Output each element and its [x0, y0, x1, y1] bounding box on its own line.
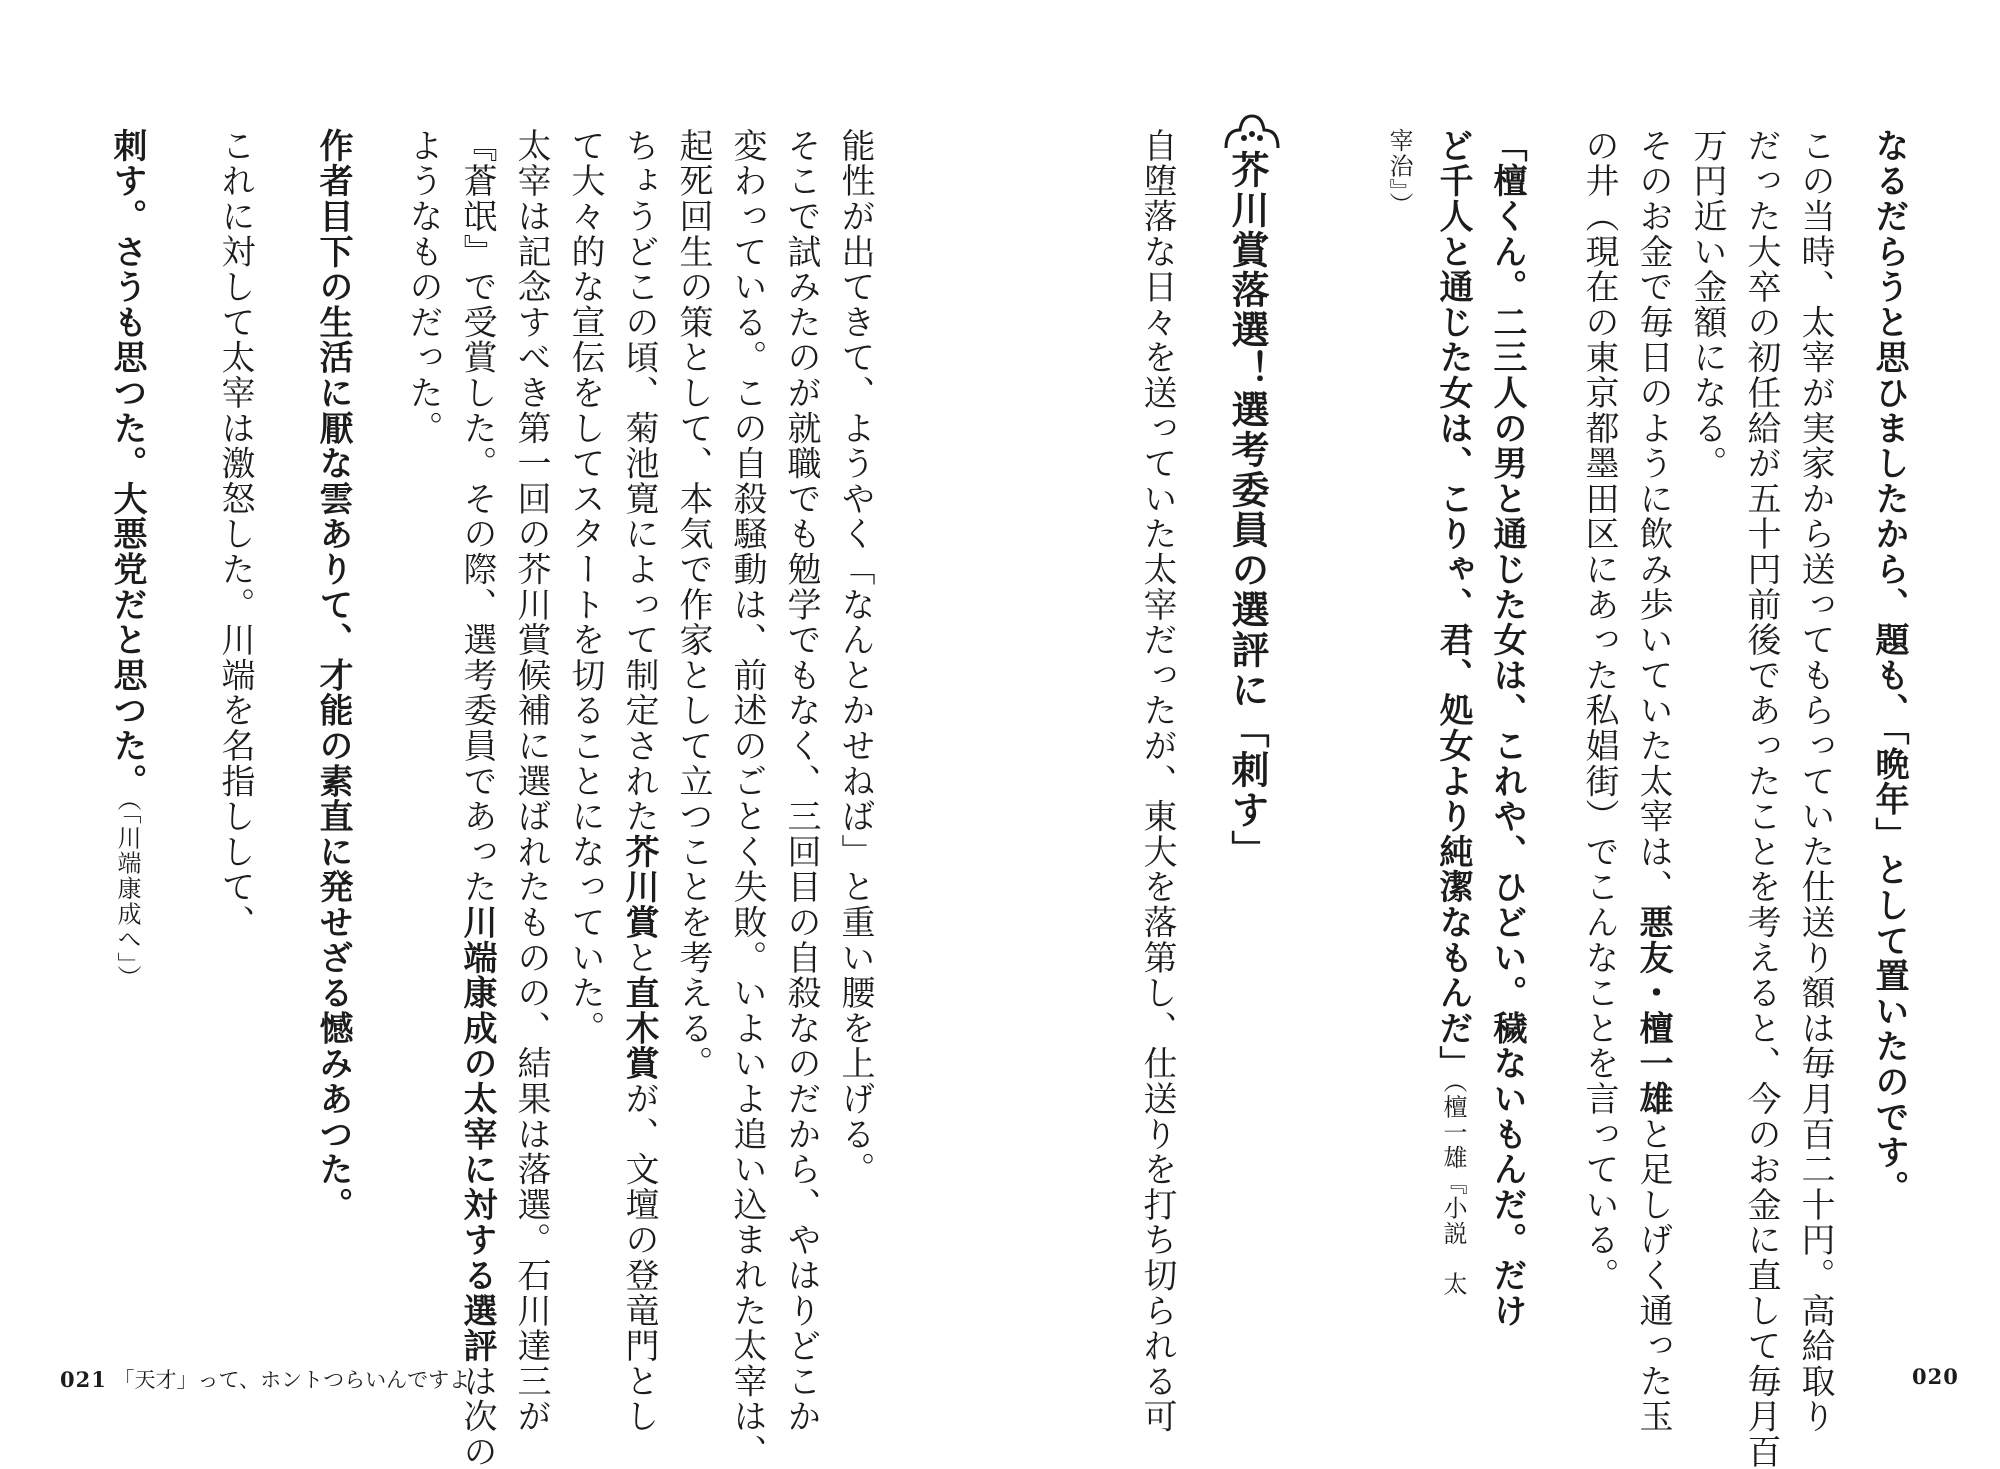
running-title: 「天才」って、ホントつらいんですよ [113, 1368, 471, 1392]
text-line-l3 [673, 128, 713, 1082]
text-line-r5 [1579, 128, 1619, 1293]
quote-text: 作者目下の生活に厭な雲ありて、才能の素直に発せざる憾みあつた。 [313, 128, 353, 1223]
citation: （檀一雄『小説 太 [1439, 1081, 1467, 1297]
text-line-l4 [619, 128, 659, 1435]
body-text: ようなものだった。 [403, 128, 443, 446]
text-line-l2 [727, 128, 767, 1469]
page-footer-left [60, 1364, 470, 1394]
body-text: 自堕落な日々を送っていた太宰だったが、東大を落第し、仕送りを打ち切られる可 [1137, 128, 1177, 1435]
text-line-r1 [1795, 128, 1835, 1435]
quote-text: ど千人と通じた女は、こりゃ、君、処女より純潔なもんだ」 [1433, 128, 1473, 1082]
quote-text: なるだらうと思ひましたから、題も、「晩年」として置いたのです。 [1869, 128, 1909, 1206]
body-text: 能性が出てきて、ようやく「なんとかせねば」と重い腰を上げる。 [835, 128, 875, 1187]
citation: （「川端康成へ」） [113, 798, 141, 991]
text-line-r8 [1382, 128, 1416, 217]
text-line-r9 [1137, 128, 1177, 1435]
text-line-r2 [1741, 128, 1781, 1469]
text-line-l9 [313, 128, 353, 1223]
body-text: 起死回生の策として、本気で作家として立つことを考える。 [673, 128, 713, 1082]
quote-text: 「檀くん。二三人の男と通じた女は、これや、ひどい。穢ないもんだ。だけ [1487, 128, 1527, 1329]
citation: 宰治』） [1385, 128, 1413, 218]
bold-text: 芥川賞 [619, 834, 659, 940]
body-text: と足しげく通った玉 [1633, 1116, 1673, 1435]
page-number-right [1912, 1364, 1959, 1389]
body-text: の井（現在の東京都墨田区にあった私娼街）でこんなことを言っている。 [1579, 128, 1619, 1293]
text-line-l5 [565, 128, 605, 1046]
bold-text: 悪友・檀一雄 [1633, 904, 1673, 1117]
body-text: これに対して太宰は激怒した。川端を名指しして、 [215, 128, 255, 940]
heading-ornament-icon [1222, 112, 1282, 152]
text-line-r3 [1687, 128, 1727, 481]
text-line-r4 [1633, 128, 1673, 1435]
quote-text: 刺す。さうも思つた。大悪党だと思つた。 [107, 128, 147, 799]
bold-text: 川端康成の太宰に対する選評 [457, 904, 497, 1364]
body-text: 変わっている。この自殺騒動は、前述のごとく失敗。いよいよ追い込まれた太宰は、 [727, 128, 767, 1469]
text-line-l11 [107, 128, 147, 991]
text-line-l1 [781, 128, 821, 1435]
section-heading: 芥川賞落選！選考委員の選評に「刺す」 [1225, 150, 1269, 870]
body-text: そのお金で毎日のように飲み歩いていた太宰は、 [1633, 128, 1673, 905]
text-line-l10 [215, 128, 255, 940]
body-text: この当時、太宰が実家から送ってもらっていた仕送り額は毎月百二十円。高給取り [1795, 128, 1835, 1435]
body-text: 太宰は記念すべき第一回の芥川賞候補に選ばれたものの、結果は落選。石川達三が [511, 128, 551, 1435]
body-text: 万円近い金額になる。 [1687, 128, 1727, 481]
bold-text: 直木賞 [619, 975, 659, 1082]
text-line-r7 [1433, 128, 1473, 1297]
text-line-r0 [1869, 128, 1909, 1206]
page-number: 021 [60, 1367, 107, 1392]
text-line-l8 [403, 128, 443, 446]
text-line-l7 [457, 128, 497, 1469]
body-text: そこで試みたのが就職でも勉学でもなく、三回目の自殺なのだから、やはりどこか [781, 128, 821, 1435]
page-number: 020 [1912, 1364, 1959, 1389]
body-text: が、文壇の登竜門とし [619, 1081, 659, 1435]
body-text: ちょうどこの頃、菊池寛によって制定された [619, 128, 659, 834]
body-text: 『蒼氓』で受賞した。その際、選考委員であった [457, 128, 497, 905]
body-text: だった大卒の初任給が五十円前後であったことを考えると、今のお金に直して毎月百 [1741, 128, 1781, 1469]
body-text: て大々的な宣伝をしてスタートを切ることになっていた。 [565, 128, 605, 1046]
body-text: と [619, 939, 659, 976]
text-line-l0 [835, 128, 875, 1187]
text-line-r6 [1487, 128, 1527, 1329]
text-line-l6 [511, 128, 551, 1435]
body-text: は次の [457, 1363, 497, 1469]
